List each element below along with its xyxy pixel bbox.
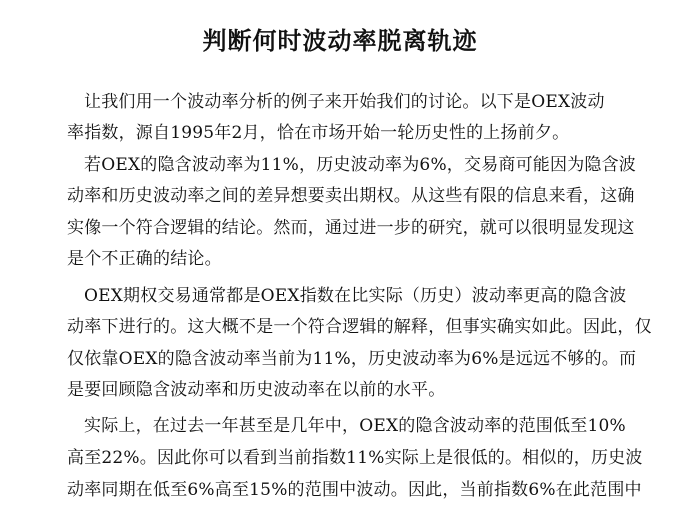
text-line: 让我们用一个波动率分析的例子来开始我们的讨论。以下是OEX波动 xyxy=(84,92,605,112)
text-line: 是要回顾隐含波动率和历史波动率在以前的水平。 xyxy=(67,380,446,400)
text-line: OEX期权交易通常都是OEX指数在比实际（历史）波动率更高的隐含波 xyxy=(84,286,627,306)
text-line: 动率同期在低至6%高至15%的范围中波动。因此，当前指数6%在此范围中 xyxy=(67,480,642,500)
text-line: 动率和历史波动率之间的差异想要卖出期权。从这些有限的信息来看，这确 xyxy=(67,186,635,206)
text-line: 高至22%。因此你可以看到当前指数11%实际上是很低的。相似的，历史波 xyxy=(67,448,643,468)
text-line: 实像一个符合逻辑的结论。然而，通过进一步的研究，就可以很明显发现这 xyxy=(67,218,635,238)
text-line: 率指数，源自1995年2月，恰在市场开始一轮历史性的上扬前夕。 xyxy=(67,123,570,143)
text-line: 是个不正确的结论。 xyxy=(67,249,222,269)
text-line: 若OEX的隐含波动率为11%，历史波动率为6%，交易商可能因为隐含波 xyxy=(84,155,637,175)
text-line: 仅依靠OEX的隐含波动率当前为11%，历史波动率为6%是远远不够的。而 xyxy=(67,349,637,369)
page-title: 判断何时波动率脱离轨迹 xyxy=(202,27,478,55)
text-line: 实际上，在过去一年甚至是几年中，OEX的隐含波动率的范围低至10% xyxy=(84,416,626,436)
text-line: 动率下进行的。这大概不是一个符合逻辑的解释，但事实确实如此。因此，仅 xyxy=(67,317,652,337)
